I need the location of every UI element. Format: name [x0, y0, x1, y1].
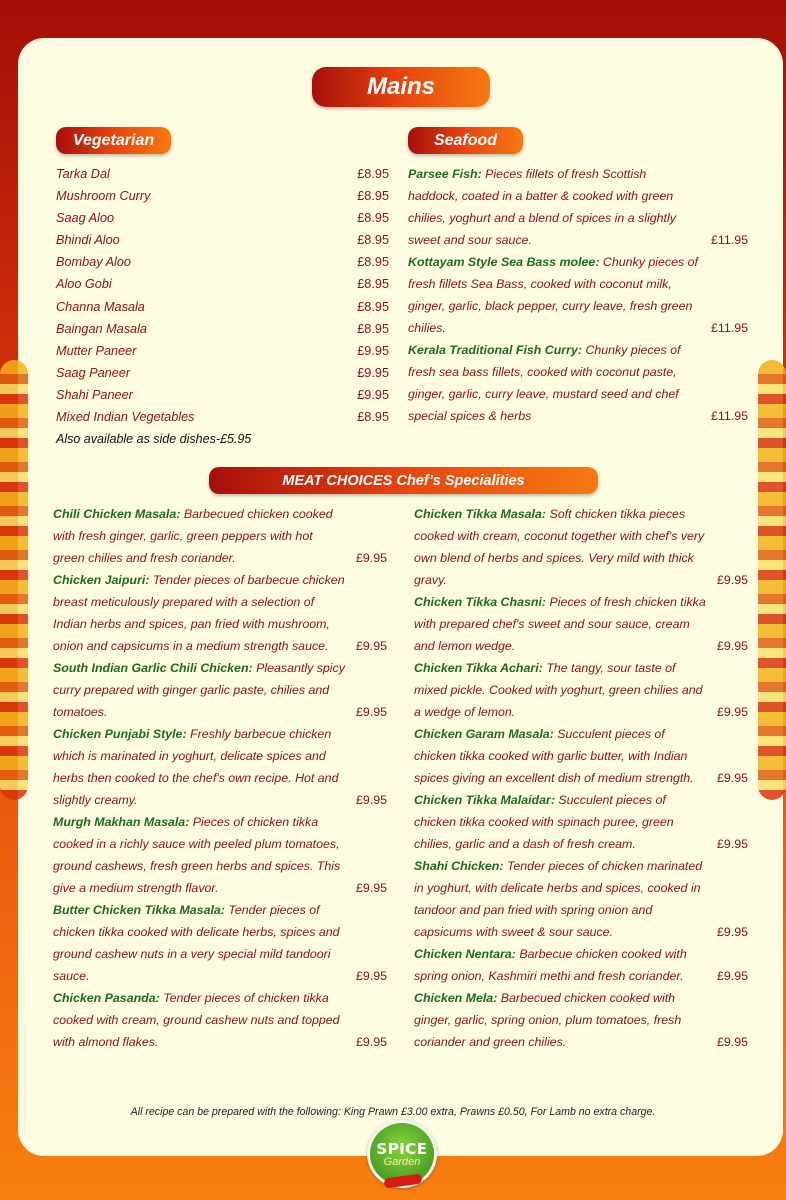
- dish-description: Chunky pieces of fresh sea bass fillets, cooked with coconut paste, ginger, garlic, curry leave, mustard seed and chef special spices & herbs: [408, 343, 681, 423]
- veg-item-name: Baingan Masala: [56, 321, 147, 336]
- veg-item-price: £8.95: [357, 167, 389, 181]
- dish-description: Succulent pieces of chicken tikka cooked with spinach puree, green chilies, garlic and a dash of fresh cream.: [414, 793, 674, 851]
- veg-item-name: Mushroom Curry: [56, 189, 151, 204]
- dish-price: £9.95: [355, 881, 387, 895]
- dish-title: Kerala Traditional Fish Curry:: [408, 343, 582, 357]
- veg-item-price: £8.95: [357, 277, 389, 292]
- veg-item-name: Bombay Aloo: [56, 255, 131, 270]
- dish-title: Murgh Makhan Masala:: [53, 815, 190, 829]
- dish-item: [414, 943, 748, 987]
- veg-item-name: Mutter Paneer: [56, 343, 137, 358]
- meat-left-list: [53, 503, 387, 1053]
- dish-title: Chili Chicken Masala:: [53, 507, 181, 521]
- veg-item-price: £8.95: [357, 255, 389, 270]
- dish-price: £9.95: [355, 551, 387, 565]
- footnote: All recipe can be prepared with the following: King Prawn £3.00 extra, Prawns £0.50, For Lamb no extra charge.: [130, 1106, 656, 1118]
- dish-description: Tender pieces of chicken marinated in yoghurt, with delicate herbs and spices, cooked in tandoor and pan fried with spring onion and capsicums with sweet & sour sauce.: [414, 859, 703, 939]
- veg-item: [56, 406, 389, 428]
- dish-item: [53, 811, 387, 899]
- dish-title: Chicken Tikka Malaidar:: [414, 793, 555, 807]
- veg-item: [56, 185, 389, 207]
- dish-item: [414, 723, 748, 789]
- dish-price: £9.95: [716, 837, 748, 851]
- dish-price: £9.95: [716, 771, 748, 785]
- dish-description: Soft chicken tikka pieces cooked with cream, coconut together with chef's very own blend of herbs and spices. Very mild with thick gravy.: [414, 507, 705, 587]
- veg-item: [56, 296, 389, 318]
- dish-item: [53, 899, 387, 987]
- seafood-list: [408, 163, 748, 427]
- dish-price: £9.95: [716, 1035, 748, 1049]
- dish-price: £9.95: [355, 969, 387, 983]
- dish-description: Pieces of chicken tikka cooked in a richly sauce with peeled plum tomatoes, ground cashews, fresh green herbs and spices. This give a medium strength flavor.: [53, 815, 341, 895]
- dish-item: [408, 163, 748, 251]
- dish-title: Chicken Jaipuri:: [53, 573, 150, 587]
- dish-item: [414, 503, 748, 591]
- vegetarian-heading: Vegetarian: [56, 127, 171, 154]
- dish-description: Tender pieces of barbecue chicken breast meticulously prepared with a selection of Indian herbs and spices, pan fried with mushroom, onion and capsicums in a medium strength sauce.: [53, 573, 345, 653]
- veg-item-price: £8.95: [357, 233, 389, 248]
- veg-item-name: Shahi Paneer: [56, 387, 133, 402]
- veg-item-name: Channa Masala: [56, 299, 145, 314]
- dish-description: Tender pieces of chicken tikka cooked with cream, ground cashew nuts and topped with almond flakes.: [53, 991, 340, 1049]
- logo-line1: SPICE: [376, 1140, 428, 1158]
- dish-title: Chicken Mela:: [414, 991, 498, 1005]
- dish-item: [53, 987, 387, 1053]
- dish-item: [408, 339, 748, 427]
- veg-item: [56, 340, 389, 362]
- mains-heading: Mains: [312, 67, 490, 107]
- left-ornament: [0, 360, 28, 800]
- dish-title: Butter Chicken Tikka Masala:: [53, 903, 225, 917]
- dish-description: Chunky pieces of fresh fillets Sea Bass, cooked with coconut milk, ginger, garlic, black pepper, curry leave, fresh green chilies.: [408, 255, 698, 335]
- dish-title: Chicken Tikka Achari:: [414, 661, 543, 675]
- veg-item-price: £8.95: [357, 189, 389, 204]
- dish-price: £9.95: [355, 639, 387, 653]
- dish-title: Chicken Nentara:: [414, 947, 516, 961]
- veg-item-price: £8.95: [357, 321, 389, 336]
- dish-price: £9.95: [716, 925, 748, 939]
- dish-description: Pieces fillets of fresh Scottish haddock, coated in a batter & cooked with green chilies, yoghurt and a blend of spices in a slightly sweet and sour sauce.: [408, 167, 676, 247]
- veg-item: [56, 163, 389, 185]
- dish-description: Pleasantly spicy curry prepared with ginger garlic paste, chilies and tomatoes.: [53, 661, 345, 719]
- veg-item-name: Mixed Indian Vegetables: [56, 410, 195, 425]
- veg-item: [56, 229, 389, 251]
- dish-description: Pieces of fresh chicken tikka with prepared chef's sweet and sour sauce, cream and lemon wedge.: [414, 595, 706, 653]
- dish-title: Chicken Garam Masala:: [414, 727, 554, 741]
- dish-title: Chicken Pasanda:: [53, 991, 160, 1005]
- veg-item: [56, 251, 389, 273]
- dish-description: Tender pieces of chicken tikka cooked with delicate herbs, spices and ground cashew nuts in a very special mild tandoori sauce.: [53, 903, 340, 983]
- veg-item-price: £8.95: [357, 211, 389, 226]
- veg-item-price: £8.95: [357, 410, 389, 425]
- dish-item: [53, 657, 387, 723]
- dish-price: £9.95: [355, 793, 387, 807]
- dish-price: £11.95: [711, 409, 748, 423]
- dish-price: £9.95: [716, 969, 748, 983]
- dish-description: The tangy, sour taste of mixed pickle. Cooked with yoghurt, green chilies and a wedge of lemon.: [414, 661, 703, 719]
- logo-line2: Garden: [383, 1156, 421, 1168]
- meat-right-list: [414, 503, 748, 1053]
- dish-item: [53, 569, 387, 657]
- dish-price: £9.95: [716, 705, 748, 719]
- veg-item-name: Bhindi Aloo: [56, 233, 120, 248]
- dish-description: Barbecued chicken cooked with ginger, garlic, spring onion, plum tomatoes, fresh coriander and green chilies.: [414, 991, 682, 1049]
- dish-item: [414, 657, 748, 723]
- dish-item: [408, 251, 748, 339]
- veg-item-name: Aloo Gobi: [56, 277, 112, 292]
- dish-item: [53, 723, 387, 811]
- veg-item-price: £9.95: [357, 365, 389, 380]
- dish-price: £9.95: [355, 1035, 387, 1049]
- dish-description: Barbecued chicken cooked with fresh ginger, garlic, green peppers with hot green chilies and fresh coriander.: [53, 507, 333, 565]
- dish-price: £11.95: [711, 233, 748, 247]
- veg-item-name: Tarka Dal: [56, 167, 110, 181]
- dish-title: Kottayam Style Sea Bass molee:: [408, 255, 600, 269]
- vegetarian-list: [56, 163, 389, 450]
- veg-item: [56, 362, 389, 384]
- dish-item: [414, 591, 748, 657]
- dish-title: South Indian Garlic Chili Chicken:: [53, 661, 253, 675]
- dish-item: [414, 789, 748, 855]
- veg-item-name: Saag Paneer: [56, 365, 131, 380]
- dish-title: Chicken Tikka Chasni:: [414, 595, 546, 609]
- right-ornament: [758, 360, 786, 800]
- dish-item: [414, 987, 748, 1053]
- veg-item-price: £9.95: [357, 387, 389, 402]
- veg-item: [56, 273, 389, 295]
- dish-title: Parsee Fish:: [408, 167, 482, 181]
- dish-item: [53, 503, 387, 569]
- veg-item-price: £8.95: [357, 299, 389, 314]
- meat-heading: MEAT CHOICES Chef’s Specialities: [209, 467, 598, 494]
- dish-price: £9.95: [716, 573, 748, 587]
- dish-title: Chicken Tikka Masala:: [414, 507, 547, 521]
- dish-title: Shahi Chicken:: [414, 859, 504, 873]
- veg-item-name: Saag Aloo: [56, 211, 115, 226]
- dish-price: £9.95: [716, 639, 748, 653]
- dish-price: £11.95: [711, 321, 748, 335]
- dish-title: Chicken Punjabi Style:: [53, 727, 187, 741]
- veg-item: [56, 207, 389, 229]
- dish-description: Barbecue chicken cooked with spring onion, Kashmiri methi and fresh coriander.: [414, 947, 687, 983]
- dish-price: £9.95: [355, 705, 387, 719]
- dish-item: [414, 855, 748, 943]
- dish-description: Succulent pieces of chicken tikka cooked with garlic butter, with Indian spices giving an excellent dish of medium strength.: [414, 727, 694, 785]
- veg-item-price: £9.95: [357, 343, 389, 358]
- veg-item: [56, 384, 389, 406]
- veg-item: [56, 318, 389, 340]
- dish-description: Freshly barbecue chicken which is marinated in yoghurt, delicate spices and herbs then cooked to the chef's own recipe. Hot and slightly creamy.: [53, 727, 339, 807]
- veg-note: Also available as side dishes-£5.95: [56, 432, 252, 447]
- seafood-heading: Seafood: [408, 127, 523, 154]
